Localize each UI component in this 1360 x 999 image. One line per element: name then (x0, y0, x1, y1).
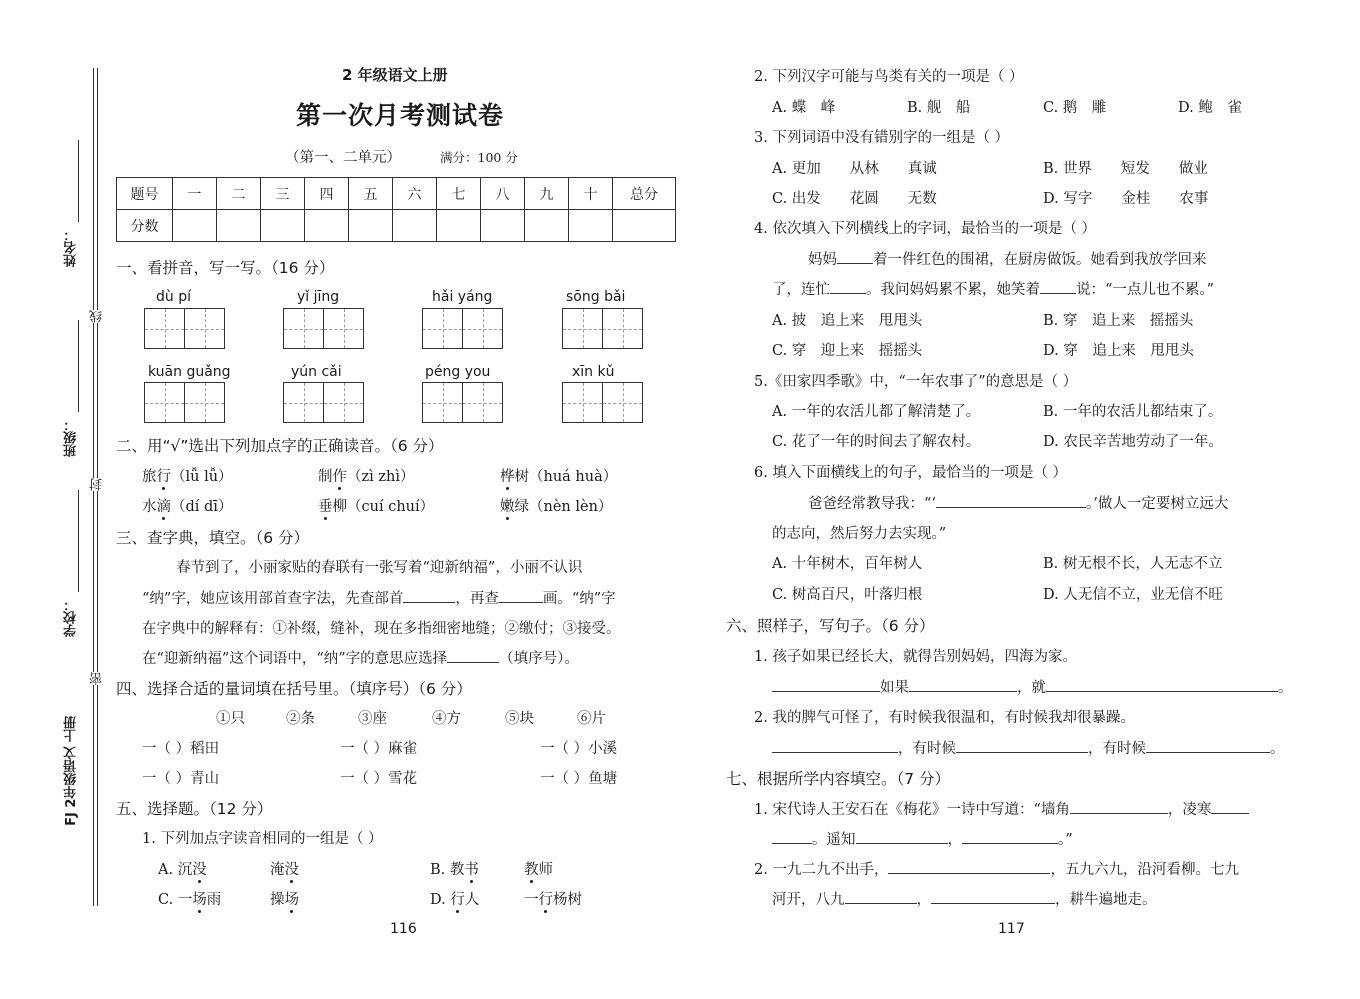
page-number-left: 116 (390, 921, 417, 937)
cell: 十 (569, 178, 613, 210)
writing-box[interactable] (462, 382, 503, 423)
q6-option-b[interactable]: B. 树无根不长，人无志不立 (1043, 556, 1223, 572)
s2-item: 旅行（lǚ lǚ） (142, 469, 233, 485)
q6-option-d[interactable]: D. 人无信不立，业无信不旺 (1043, 587, 1223, 603)
answer-blank[interactable] (845, 889, 917, 905)
answer-blank[interactable] (856, 829, 948, 845)
q1-option-c[interactable]: C. 一场雨 (158, 892, 222, 908)
s2-item: 制作（zì zhì） (318, 469, 415, 485)
q4-option-b[interactable]: B. 穿 追上来 摇摇头 (1043, 313, 1194, 329)
q6-line1: 爸爸经常教导我：“‘ 。’做人一定要树立远大 (808, 492, 1228, 513)
s2-item: 桦树（huá huà） (500, 469, 618, 485)
writing-box[interactable] (562, 308, 603, 349)
cell: 五 (349, 178, 393, 210)
cell: 分数 (117, 210, 173, 242)
page-number-right: 117 (998, 921, 1025, 937)
q1-option-c2: 操场 (270, 892, 299, 908)
writing-box[interactable] (422, 308, 463, 349)
seal-feng: 封 (90, 478, 105, 491)
q5-option-c[interactable]: C. 花了一年的时间去了解农村。 (772, 434, 981, 450)
class-label: 班级： (64, 418, 79, 457)
score-cell[interactable] (437, 210, 481, 242)
score-cell[interactable] (305, 210, 349, 242)
q6-option-a[interactable]: A. 十年树木，百年树人 (772, 556, 923, 572)
answer-blank[interactable] (1146, 738, 1270, 754)
q1-option-d2: 一行杨树 (524, 892, 582, 908)
grade-label: 2 年级语文上册 (342, 66, 448, 84)
s3-line4: 在“迎新纳福”这个词语中，“纳”字的意思应选择 （填序号）。 (142, 647, 579, 668)
q3-stem: 3. 下列词语中没有错别字的一组是（ ） (754, 130, 1010, 146)
s7-q2-line2: 河开，八九 ， ，耕牛遍地走。 (772, 888, 1157, 909)
blank[interactable] (837, 249, 873, 265)
q5-stem: 5.《田家四季歌》中，“一年农事了”的意思是（ ） (754, 374, 1078, 390)
score-cell[interactable] (173, 210, 217, 242)
writing-box[interactable] (184, 382, 225, 423)
writing-box[interactable] (184, 308, 225, 349)
section-3-title: 三、查字典，填空。（6 分） (116, 529, 310, 547)
answer-blank[interactable] (931, 889, 1055, 905)
s3-line2: “纳”字，她应该用部首查字法，先查部首 ，再查 画。“纳”字 (142, 587, 616, 608)
s7-q1-line1: 1. 宋代诗人王安石在《梅花》一诗中写道：“墙角 ，凌寒 (754, 798, 1249, 819)
pinyin: yǐ jīng (297, 289, 340, 305)
writing-box[interactable] (602, 382, 643, 423)
writing-box[interactable] (283, 382, 324, 423)
s7-q2-line1: 2. 一九二九不出手， ，五九六九，沿河看柳。七九 (754, 858, 1239, 879)
answer-blank[interactable] (888, 859, 1050, 875)
q4-line1: 妈妈 着一件红色的围裙，在厨房做饭。她看到我放学回来 (808, 248, 1207, 269)
cell: 一 (173, 178, 217, 210)
blank[interactable] (1040, 279, 1076, 295)
s3-line3: 在字典中的解释有：①补缀，缝补，现在多指细密地缝；②缴付；③接受。 (142, 621, 621, 637)
score-table-score-row (117, 210, 676, 242)
q2-option-a[interactable]: A. 蝶 峰 (772, 100, 836, 116)
pinyin: kuān guǎng (148, 364, 231, 380)
answer-blank[interactable] (1046, 677, 1278, 693)
q6-stem: 6. 填入下面横线上的句子，最恰当的一项是（ ） (754, 465, 1068, 481)
q3-option-a[interactable]: A. 更加 从林 真诚 (772, 161, 937, 177)
writing-box[interactable] (562, 382, 603, 423)
answer-blank[interactable] (772, 677, 880, 693)
answer-blank[interactable] (772, 738, 898, 754)
q1-option-a2: 淹没 (270, 862, 299, 878)
option: ①只 (216, 711, 245, 727)
q1-option-b[interactable]: B. 教书 (430, 862, 479, 878)
cell: 九 (525, 178, 569, 210)
q4-line2: 了，连忙 。我问妈妈累不累，她笑着 说：“一点儿也不累。” (772, 278, 1214, 299)
answer-blank[interactable] (1070, 799, 1168, 815)
writing-box[interactable] (323, 308, 364, 349)
measure-item[interactable]: 一（ ）雪花 (340, 771, 418, 787)
q5-option-a[interactable]: A. 一年的农活儿都了解清楚了。 (772, 404, 981, 420)
full-score: 满分：100 分 (440, 150, 518, 165)
section-4-title: 四、选择合适的量词填在括号里。（填序号）（6 分） (116, 680, 472, 698)
s6-q2-answer: ，有时候 ，有时候 。 (772, 737, 1285, 758)
q1-option-b2: 教师 (524, 862, 553, 878)
measure-item[interactable]: 一（ ）麻雀 (340, 741, 418, 757)
book-label: FJ 2年级语文 上册 (64, 716, 79, 826)
answer-blank[interactable] (909, 677, 1017, 693)
score-cell[interactable] (481, 210, 525, 242)
score-cell[interactable] (217, 210, 261, 242)
school-label: 学校： (64, 598, 79, 637)
option: ⑥片 (577, 711, 606, 727)
blank[interactable] (830, 279, 866, 295)
pinyin: péng you (425, 364, 491, 380)
section-5-title: 五、选择题。（12 分） (116, 800, 273, 818)
q4-option-a[interactable]: A. 披 追上来 甩甩头 (772, 313, 923, 329)
q5-option-b[interactable]: B. 一年的农活儿都结束了。 (1043, 404, 1223, 420)
section-6-title: 六、照样子，写句子。（6 分） (726, 617, 935, 635)
score-cell[interactable] (393, 210, 437, 242)
writing-box[interactable] (422, 382, 463, 423)
cell: 三 (261, 178, 305, 210)
measure-item[interactable]: 一（ ）鱼塘 (540, 771, 618, 787)
q4-stem: 4. 依次填入下列横线上的字词，最恰当的一项是（ ） (754, 221, 1097, 237)
score-cell[interactable] (569, 210, 613, 242)
option: ③座 (358, 711, 387, 727)
pinyin: dù pí (156, 289, 191, 305)
blank[interactable] (403, 588, 455, 604)
score-table (116, 177, 676, 242)
writing-box[interactable] (602, 308, 643, 349)
score-cell[interactable] (349, 210, 393, 242)
s2-item: 水滴（dí dī） (142, 499, 233, 515)
cell: 四 (305, 178, 349, 210)
q3-option-c[interactable]: C. 出发 花圆 无数 (772, 191, 937, 207)
q2-option-b[interactable]: B. 舰 船 (907, 100, 971, 116)
pinyin: hǎi yáng (432, 289, 493, 305)
answer-blank[interactable] (956, 738, 1088, 754)
q1-option-a[interactable]: A. 沉没 (158, 862, 207, 878)
pinyin: yún cǎi (291, 364, 342, 380)
score-cell[interactable] (261, 210, 305, 242)
school-blank (78, 490, 79, 592)
cell: 总分 (613, 178, 676, 210)
scope-label: （第一、二单元） (285, 150, 401, 166)
s7-q1-line2: 。遥知 ， 。” (772, 828, 1073, 849)
answer-blank[interactable] (962, 829, 1058, 845)
cell: 二 (217, 178, 261, 210)
section-7-title: 七、根据所学内容填空。（7 分） (726, 770, 951, 788)
measure-item[interactable]: 一（ ）稻田 (142, 741, 220, 757)
score-cell[interactable] (613, 210, 676, 242)
cell: 八 (481, 178, 525, 210)
writing-box[interactable] (144, 382, 185, 423)
writing-box[interactable] (144, 308, 185, 349)
blank[interactable] (936, 493, 1086, 509)
name-blank (78, 140, 79, 222)
s6-q1-answer: 如果 ，就 。 (772, 676, 1293, 697)
q1-option-d[interactable]: D. 行人 (430, 892, 480, 908)
q6-option-c[interactable]: C. 树高百尺，叶落归根 (772, 587, 923, 603)
section-1-title: 一、看拼音，写一写。（16 分） (116, 259, 335, 277)
pinyin: xīn kǔ (572, 364, 615, 380)
cell: 七 (437, 178, 481, 210)
q6-line2: 的志向，然后努力去实现。” (772, 526, 947, 542)
section-2-title: 二、用“√”选出下列加点字的正确读音。（6 分） (116, 437, 444, 455)
seal-mi: 密 (90, 672, 105, 685)
writing-box[interactable] (462, 308, 503, 349)
seal-xian: 线 (90, 310, 105, 323)
cell: 题号 (117, 178, 173, 210)
score-table-header-row (117, 178, 676, 210)
q2-option-d[interactable]: D. 鲍 雀 (1178, 100, 1242, 116)
s6-q1: 1. 孩子如果已经长大，就得告别妈妈，四海为家。 (754, 649, 1077, 665)
q3-option-b[interactable]: B. 世界 短发 做业 (1043, 161, 1208, 177)
option: ④方 (432, 711, 461, 727)
measure-item[interactable]: 一（ ）青山 (142, 771, 220, 787)
q4-option-d[interactable]: D. 穿 追上来 甩甩头 (1043, 343, 1194, 359)
q1-stem: 1. 下列加点字读音相同的一组是（ ） (142, 831, 383, 847)
class-blank (78, 320, 79, 412)
cell: 六 (393, 178, 437, 210)
blank[interactable] (447, 648, 499, 664)
blank[interactable] (499, 588, 543, 604)
q3-option-d[interactable]: D. 写字 金桂 农事 (1043, 191, 1209, 207)
name-label: 姓名： (64, 228, 79, 267)
option: ②条 (286, 711, 315, 727)
option: ⑤块 (505, 711, 534, 727)
q2-option-c[interactable]: C. 鹅 雕 (1043, 100, 1107, 116)
measure-item[interactable]: 一（ ）小溪 (540, 741, 618, 757)
score-cell[interactable] (525, 210, 569, 242)
writing-box[interactable] (283, 308, 324, 349)
q5-option-d[interactable]: D. 农民辛苦地劳动了一年。 (1043, 434, 1223, 450)
q2-stem: 2. 下列汉字可能与鸟类有关的一项是（ ） (754, 69, 1024, 85)
answer-blank[interactable] (772, 829, 812, 845)
writing-box[interactable] (323, 382, 364, 423)
s2-item: 嫩绿（nèn lèn） (500, 499, 613, 515)
answer-blank[interactable] (1211, 799, 1249, 815)
s3-line1: 春节到了，小丽家贴的春联有一张写着“迎新纳福”，小丽不认识 (176, 560, 583, 576)
s2-item: 垂柳（cuí chuí） (318, 499, 435, 515)
pinyin: sōng bǎi (566, 289, 626, 305)
s6-q2: 2. 我的脾气可怪了，有时候我很温和，有时候我却很暴躁。 (754, 710, 1135, 726)
page-title: 第一次月考测试卷 (296, 101, 505, 130)
q4-option-c[interactable]: C. 穿 迎上来 摇摇头 (772, 343, 923, 359)
